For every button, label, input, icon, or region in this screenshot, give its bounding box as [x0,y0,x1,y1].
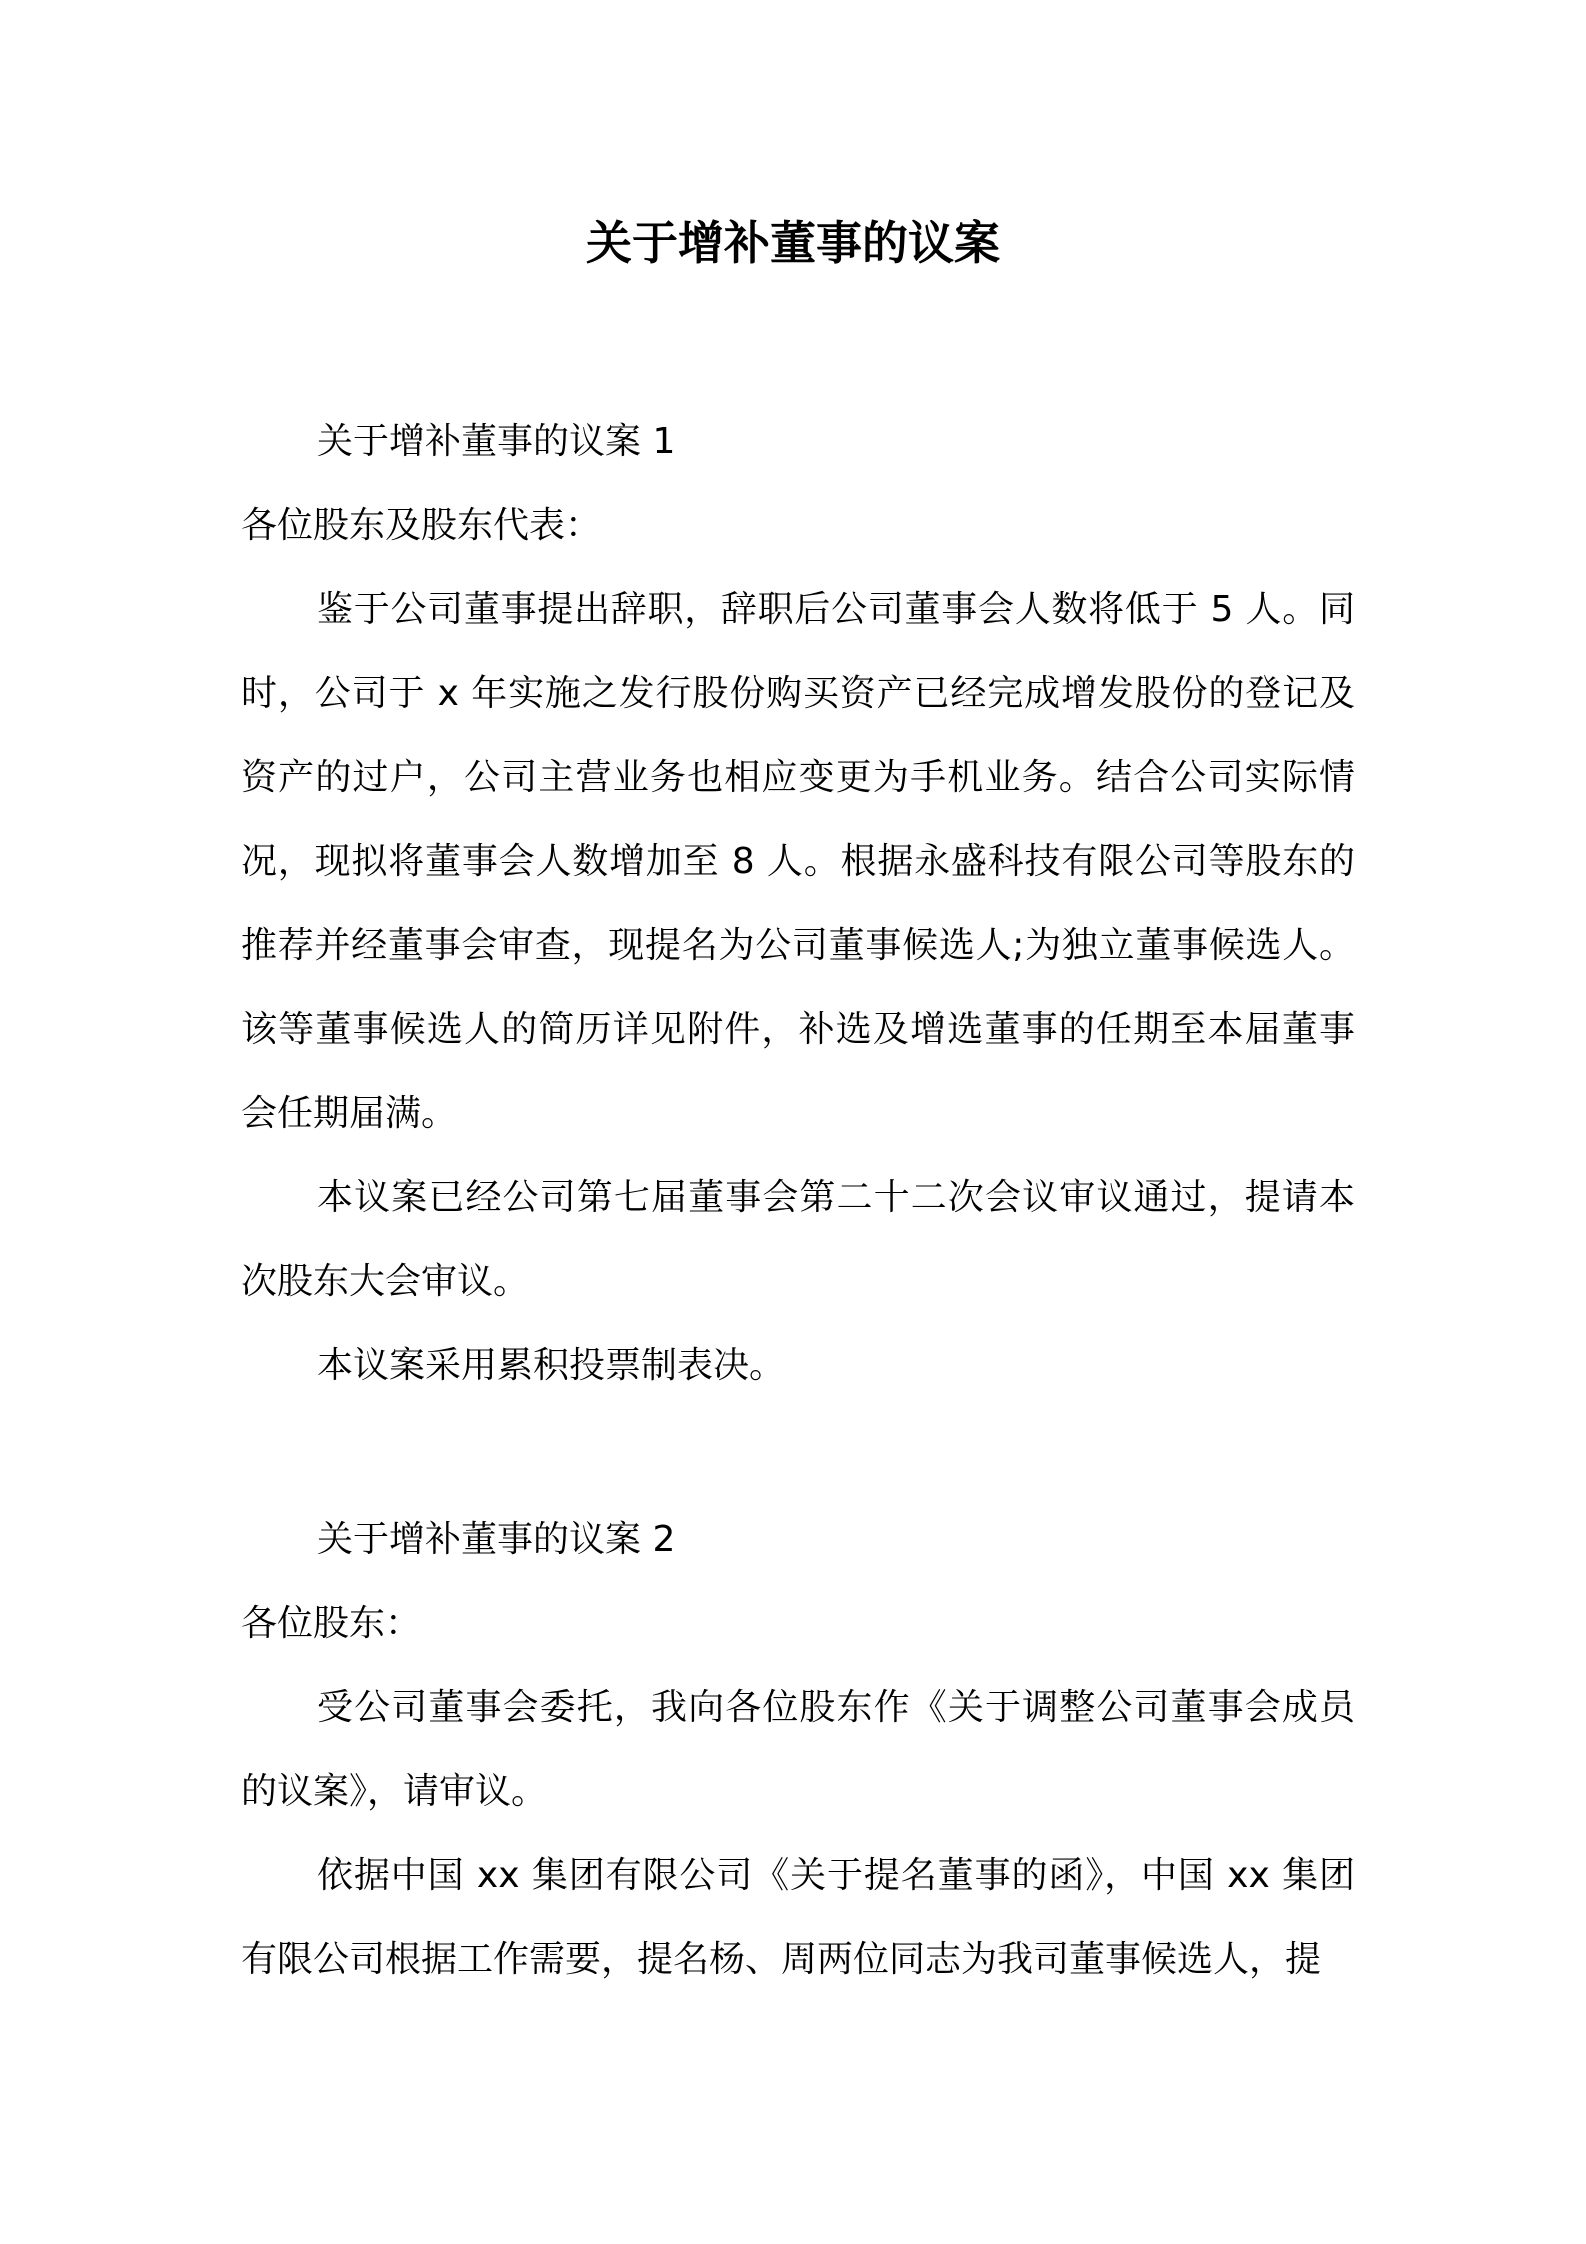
section-2-paragraph: 依据中国 xx 集团有限公司《关于提名董事的函》，中国 xx 集团有限公司根据工作需要，提名杨、周两位同志为我司董事候选人，提 [241,1855,1355,1980]
section-spacer [241,1408,1355,1498]
section-1-paragraph: 本议案采用累积投票制表决。 [317,1345,786,1386]
section-1-salutation: 各位股东及股东代表： [241,505,602,546]
section-2-salutation: 各位股东： [241,1603,422,1644]
document-title: 关于增补董事的议案 [586,216,1000,270]
section-1-heading: 关于增补董事的议案 1 [317,421,676,462]
section-1-paragraph: 鉴于公司董事提出辞职，辞职后公司董事会人数将低于 5 人。同时，公司于 x 年实施之发行股份购买资产已经完成增发股份的登记及资产的过户，公司主营业务也相应变更为手机业务。结合公司实际情况，现拟将董事会人数增加至 8 人。根据永盛科技有限公司等股东的推荐并经董事会审查，现提名为公司董事候选人;为独立董事候选人。该等董事候选人的简历详见附件，补选及增选董事的任期至本届董事会任期届满。 [241,589,1355,1134]
document-body [241,400,1355,2002]
section-2-heading: 关于增补董事的议案 2 [317,1519,676,1560]
section-2-paragraph: 受公司董事会委托，我向各位股东作《关于调整公司董事会成员的议案》，请审议。 [241,1687,1355,1812]
section-1-paragraph: 本议案已经公司第七届董事会第二十二次会议审议通过，提请本次股东大会审议。 [241,1177,1355,1302]
